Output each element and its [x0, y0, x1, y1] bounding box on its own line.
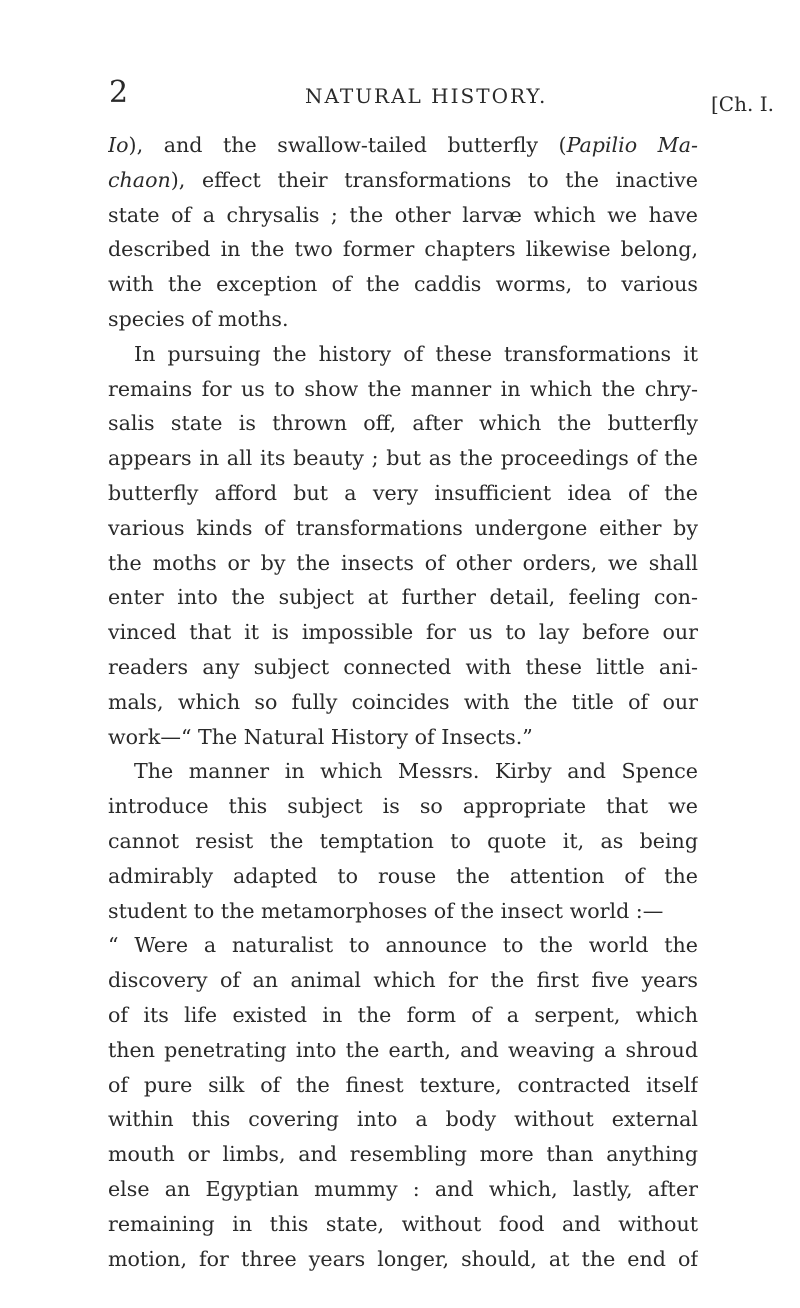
- text-segment: cannot resist the temptation to quote it, as being: [108, 828, 698, 853]
- text-line: [108, 163, 698, 198]
- text-line: [108, 1033, 698, 1068]
- text-segment: mals, which so fully coincides with the title of our: [108, 689, 698, 714]
- text-line: [108, 441, 698, 476]
- text-segment: species of moths.: [108, 306, 289, 331]
- text-segment: ), effect their transformations to the inactive: [170, 167, 698, 192]
- chapter-label: [Ch. I.: [711, 92, 774, 116]
- text-line: [108, 963, 698, 998]
- text-segment: “ Were a naturalist to announce to the world the: [108, 933, 698, 958]
- text-line: [108, 580, 698, 615]
- text-line: [108, 615, 698, 650]
- text-line: [108, 650, 698, 685]
- page-number: 2: [109, 75, 129, 110]
- text-segment: of its life existed in the form of a serpent, which: [108, 1002, 698, 1027]
- text-line: [108, 998, 698, 1033]
- text-segment: The manner in which Messrs. Kirby and Spence: [134, 759, 698, 784]
- text-line: [108, 1137, 698, 1172]
- text-line: [108, 232, 698, 267]
- text-line: [108, 859, 698, 894]
- text-line: [108, 267, 698, 302]
- text-segment: appears in all its beauty ; but as the proceedings of the: [108, 446, 698, 471]
- page-header: [0, 75, 800, 118]
- text-line: [108, 406, 698, 441]
- text-segment: remaining in this state, without food and without: [108, 1211, 698, 1236]
- text-line: [108, 789, 698, 824]
- text-segment: student to the metamorphoses of the insect world :—: [108, 898, 664, 923]
- text-line: [108, 337, 698, 372]
- text-line: [108, 1207, 698, 1242]
- text-segment: ), and the swallow-tailed butterfly (: [128, 133, 567, 157]
- text-line: [108, 894, 698, 929]
- text-segment: motion, for three years longer, should, at the end of: [108, 1246, 698, 1271]
- running-title: NATURAL HISTORY.: [305, 84, 548, 108]
- text-segment: readers any subject connected with these little ani-: [108, 654, 698, 679]
- text-segment: butterfly afford but a very insufficient idea of the: [108, 480, 698, 505]
- text-line: [108, 1172, 698, 1207]
- text-segment: work—“ The Natural History of Insects.”: [108, 724, 533, 749]
- text-segment: introduce this subject is so appropriate that we: [108, 794, 698, 819]
- text-segment: discovery of an animal which for the first five years: [108, 968, 698, 993]
- text-line: [108, 198, 698, 233]
- text-line: [108, 1102, 698, 1137]
- text-line: [108, 1068, 698, 1103]
- italic-text: Papilio Ma-: [566, 133, 698, 157]
- text-line: [108, 372, 698, 407]
- text-line: [108, 128, 698, 163]
- text-segment: In pursuing the history of these transformations it: [134, 341, 698, 366]
- text-segment: within this covering into a body without external: [108, 1107, 698, 1132]
- text-segment: mouth or limbs, and resembling more than anything: [108, 1142, 698, 1167]
- text-line: [108, 685, 698, 720]
- text-segment: enter into the subject at further detail, feeling con-: [108, 585, 698, 610]
- text-segment: salis state is thrown off, after which the butterfly: [108, 411, 698, 436]
- italic-text: Io: [108, 133, 129, 157]
- body-text: [108, 128, 698, 1276]
- text-segment: remains for us to show the manner in which the chry-: [108, 376, 698, 401]
- text-line: [108, 754, 698, 789]
- text-line: [108, 720, 698, 755]
- text-segment: state of a chrysalis ; the other larvæ which we have: [108, 202, 698, 227]
- text-line: [108, 511, 698, 546]
- text-line: [108, 546, 698, 581]
- text-line: [108, 302, 698, 337]
- text-segment: vinced that it is impossible for us to lay before our: [108, 620, 698, 645]
- text-line: [108, 476, 698, 511]
- text-segment: admirably adapted to rouse the attention of the: [108, 863, 698, 888]
- text-segment: described in the two former chapters likewise belong,: [108, 237, 698, 262]
- text-line: [108, 1242, 698, 1277]
- text-segment: of pure silk of the finest texture, contracted itself: [108, 1072, 698, 1097]
- text-line: [108, 824, 698, 859]
- text-segment: then penetrating into the earth, and weaving a shroud: [108, 1037, 698, 1062]
- italic-text: chaon: [108, 167, 171, 192]
- text-segment: the moths or by the insects of other orders, we shall: [108, 550, 698, 575]
- text-segment: various kinds of transformations undergone either by: [108, 515, 698, 540]
- text-segment: else an Egyptian mummy : and which, lastly, after: [108, 1176, 698, 1201]
- text-line: [108, 928, 698, 963]
- text-segment: with the exception of the caddis worms, to various: [108, 272, 698, 297]
